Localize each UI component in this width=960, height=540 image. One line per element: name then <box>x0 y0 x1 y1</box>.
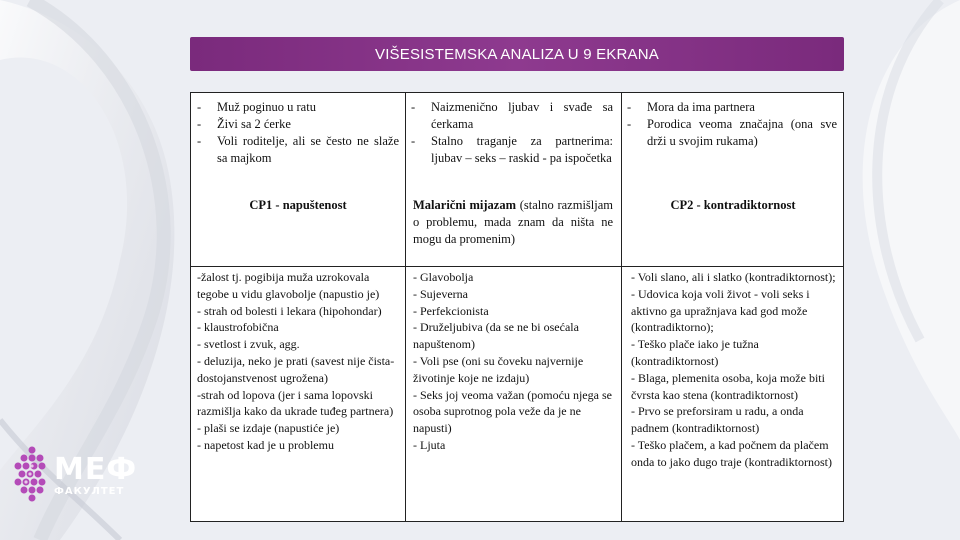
list-item: - Perfekcionista <box>413 303 489 318</box>
list-item: - Naizmenično ljubav i svađe sa ćerkama <box>405 99 613 133</box>
list-item: - Sujeverna <box>413 286 468 301</box>
list-item: - deluzija, neko je prati (savest nije čista-dostojanstvenost ugrožena) <box>197 353 395 385</box>
list-item: - Blaga, plemenita osoba, koja može biti čvrsta kao stena (kontradiktornost) <box>631 370 825 402</box>
list-item: - strah od bolesti i lekara (hipohondar) <box>197 303 382 318</box>
list-item: - napetost kad je u problemu <box>197 437 334 452</box>
list-item: - plaši se izdaje (napustiće je) <box>197 421 340 436</box>
cp1-label: CP1 - napuštenost <box>249 198 347 212</box>
list-item: - Muž poginuo u ratu <box>191 99 399 116</box>
list-item: -žalost tj. pogibija muža uzrokovala tegobe u vidu glavobolje (napustio je) <box>197 270 380 301</box>
miasm-description: (stalno razmišljam o problemu, mada znam da ništa ne mogu da promenim) <box>413 198 613 246</box>
list-item: - Voli roditelje, ali se često ne slaže sa majkom <box>191 133 399 167</box>
top-left-cell <box>191 99 405 167</box>
list-item: - Seks joj veoma važan (pomoću njega se osoba suprotnog pola veže da je ne napusti) <box>413 387 612 436</box>
list-item: - Voli slano, ali i slatko (kontradiktornost); <box>631 270 836 284</box>
bottom-right-cell <box>631 269 839 471</box>
slide-title: VIŠESISTEMSKA ANALIZA U 9 EKRANA <box>190 37 844 71</box>
row-divider <box>191 266 843 267</box>
list-item: - Glavobolja <box>413 270 474 284</box>
list-item: - Porodica veoma značajna (ona sve drži u svojim rukama) <box>621 116 837 150</box>
list-item: - svetlost i zvuk, agg. <box>197 337 300 352</box>
top-right-cell <box>621 99 845 150</box>
list-item: - Udovica koja voli život - voli seks i aktivno ga upražnjava kad god može (kontradiktorno); <box>631 286 810 335</box>
logo-subtitle: ФАКУЛТЕТ <box>54 486 125 497</box>
list-item: - Živi sa 2 ćerke <box>191 116 399 133</box>
column-divider <box>621 93 622 521</box>
list-item: - Teško plače iako je tužna (kontradiktornost) <box>631 337 759 368</box>
list-item: - Druželjubiva (da se ne bi osećala napuštenom) <box>413 320 579 352</box>
list-item: - Mora da ima partnera <box>621 99 837 116</box>
list-item: - Ljuta <box>413 437 446 452</box>
list-item: - Prvo se preforsiram u radu, a onda padnem (kontradiktornost) <box>631 404 804 436</box>
list-item: - Stalno traganje za partnerima: ljubav – seks – raskid - pa ispočetka <box>405 133 613 167</box>
list-item: - klaustrofobična <box>197 320 279 335</box>
nine-screen-table <box>190 92 844 522</box>
list-item: - Teško plačem, a kad počnem da plačem onda to jako dugo traje (kontradiktornost) <box>631 437 832 469</box>
center-miasm <box>413 197 613 248</box>
miasm-title: Malarični mijazam <box>413 198 516 212</box>
list-item: - Voli pse (oni su čoveku najvernije životinje koje ne izdaju) <box>413 353 584 385</box>
list-item: -strah od lopova (jer i sama lopovski razmišlja kako da ukrade tuđeg partnera) <box>197 387 394 419</box>
cp2-label: CP2 - kontradiktornost <box>670 198 796 212</box>
logo-wordmark: МЕФ <box>54 452 138 487</box>
top-center-cell <box>405 99 621 167</box>
bottom-left-cell <box>197 269 401 454</box>
bottom-center-cell <box>413 269 615 454</box>
